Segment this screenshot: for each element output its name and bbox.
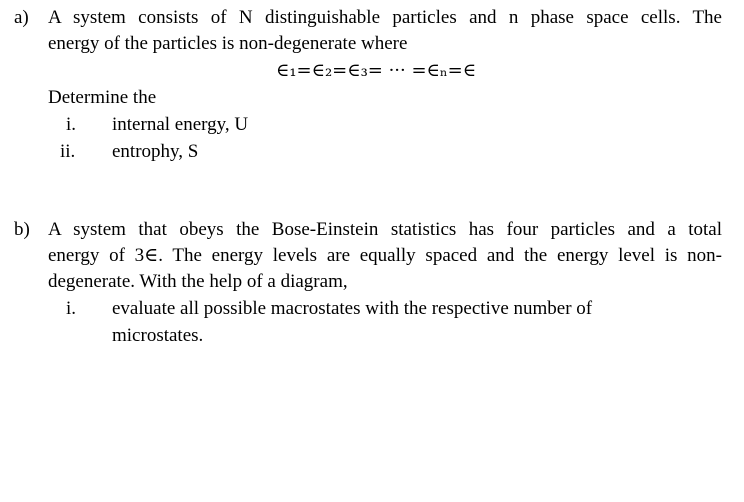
item-b-i-line-2: microstates. xyxy=(112,325,204,346)
question-a-line-2: energy of the particles is non-degenerate where xyxy=(48,33,408,54)
question-a-line-1: A system consists of N distinguishable particles and n phase space cells. The xyxy=(48,7,722,28)
item-b-i-line-1: evaluate all possible macrostates with the respective number of xyxy=(112,298,593,319)
question-b-line-3: degenerate. With the help of a diagram, xyxy=(48,271,348,292)
item-a-i-text: internal energy, U xyxy=(112,114,249,135)
energy-equation: ∈₁=∈₂=∈₃= ··· =∈ₙ=∈ xyxy=(276,60,477,81)
item-a-i-marker: i. xyxy=(66,114,77,135)
item-b-i-marker: i. xyxy=(66,298,77,319)
question-a-marker: a) xyxy=(14,7,29,28)
item-a-ii-text: entrophy, S xyxy=(112,141,199,162)
question-b-line-1: A system that obeys the Bose-Einstein statistics has four particles and a total xyxy=(48,219,722,240)
determine-label: Determine the xyxy=(48,87,157,108)
question-b-marker: b) xyxy=(14,219,30,240)
question-b-line-2: energy of 3∈. The energy levels are equally spaced and the energy level is non- xyxy=(48,245,722,266)
item-a-ii-marker: ii. xyxy=(60,141,76,162)
